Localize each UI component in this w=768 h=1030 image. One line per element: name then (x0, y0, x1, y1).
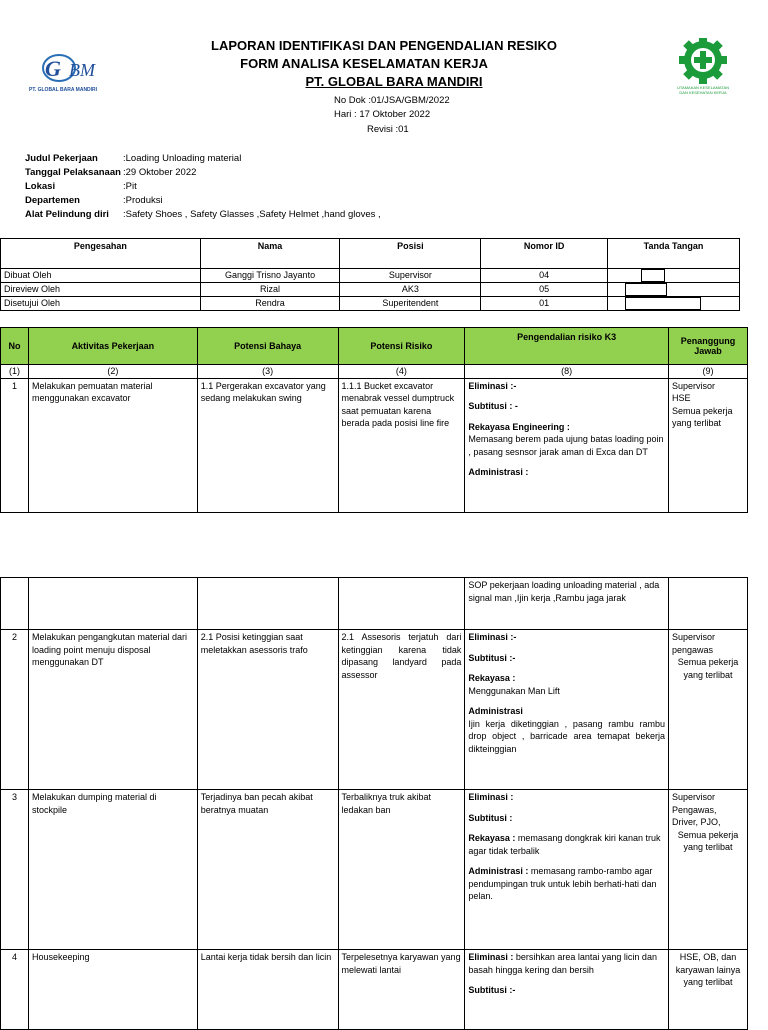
company-name: PT. GLOBAL BARA MANDIRI (305, 74, 483, 89)
approval-table (0, 238, 740, 311)
col-pengendalian: Pengendalian risiko K3 (465, 328, 669, 365)
col-nama: Nama (200, 239, 340, 269)
column-number-row: (1) (2) (3) (4) (8) (9) (1, 365, 748, 379)
info-ppe: Alat Pelindung diri :Safety Shoes , Safety Glasses ,Safety Helmet ,hand gloves , (25, 209, 381, 220)
jsa-table-continued (0, 577, 748, 1030)
gbm-logo (27, 46, 127, 98)
signature-cell (608, 283, 740, 297)
col-no: No (1, 328, 29, 365)
info-date: Tanggal Pelaksanaan :29 Oktober 2022 (25, 167, 197, 178)
col-aktivitas: Aktivitas Pekerjaan (28, 328, 197, 365)
doc-date: Hari : 17 Oktober 2022 (334, 109, 431, 120)
signature-cell (608, 269, 740, 283)
doc-number: No Dok :01/JSA/GBM/2022 (334, 95, 450, 106)
signature-image (625, 297, 701, 310)
table-row: SOP pekerjaan loading unloading material , ada signal man ,Ijin kerja ,Rambu jaga jarak (1, 578, 748, 630)
jsa-table (0, 327, 748, 513)
signature-image (641, 269, 665, 282)
table-row: 1 Melakukan pemuatan material menggunakan excavator 1.1 Pergerakan excavator yang sedang melakukan swing 1.1.1 Bucket excavator menabrak vessel dumptruck saat pemuatan karena berada pada posisi line fire Eliminasi :- Subtitusi : - Rekayasa Engineering : Memasang berem pada ujung batas loading poin , pasang sesnsor jarak aman di Exca dan DT Administrasi : Supervisor HSE Semua pekerja yang terlibat (1, 378, 748, 512)
info-department: Departemen :Produksi (25, 195, 163, 206)
info-job-title: Judul Pekerjaan :Loading Unloading material (25, 153, 242, 164)
table-row: 4 Housekeeping Lantai kerja tidak bersih dan licin Terpelesetnya karyawan yang melewati lantai Eliminasi : bersihkan area lantai yang licin dan basah hingga kering dan bersih Subtitusi :- HSE, OB, dan karyawan lainya yang terlibat (1, 950, 748, 1030)
col-penanggung-jawab: Penanggung Jawab (669, 328, 748, 365)
svg-text:DAN KESEHATAN KERJA: DAN KESEHATAN KERJA (679, 90, 727, 95)
svg-text:G: G (45, 56, 61, 81)
col-pengesahan: Pengesahan (1, 239, 201, 269)
svg-text:BM: BM (69, 60, 95, 80)
col-posisi: Posisi (340, 239, 481, 269)
report-title: LAPORAN IDENTIFIKASI DAN PENGENDALIAN RESIKO (211, 38, 557, 53)
col-tanda-tangan: Tanda Tangan (608, 239, 740, 269)
doc-revision: Revisi :01 (367, 124, 409, 135)
form-title: FORM ANALISA KESELAMATAN KERJA (240, 56, 488, 71)
table-row: Disetujui Oleh Rendra Superitendent 01 (1, 297, 740, 311)
table-row: 2 Melakukan pengangkutan material dari loading point menuju disposal menggunakan DT 2.1 Posisi ketinggian saat meletakkan asessoris trafo 2.1 Assesoris terjatuh dari ketinggian karena tidak dipasang landyard pada assessor Eliminasi :- Subtitusi :- Rekayasa : Menggunakan Man Lift Administrasi Ijin kerja diketinggian , pasang rambu rambu drop object , barricade area temapat bekerja dikteinggian Supervisor pengawas Semua pekerja yang terlibat (1, 630, 748, 790)
table-row: Direview Oleh Rizal AK3 05 (1, 283, 740, 297)
signature-cell (608, 297, 740, 311)
col-nomor-id: Nomor ID (481, 239, 608, 269)
svg-text:UTAMAKAN KESELAMATAN: UTAMAKAN KESELAMATAN (676, 85, 730, 90)
col-bahaya: Potensi Bahaya (197, 328, 338, 365)
gbm-caption: PT. GLOBAL BARA MANDIRI (29, 87, 98, 93)
signature-image (625, 283, 667, 296)
table-row: Dibuat Oleh Ganggi Trisno Jayanto Supervisor 04 (1, 269, 740, 283)
table-row: 3 Melakukan dumping material di stockpile Terjadinya ban pecah akibat beratnya muatan Terbaliknya truk akibat ledakan ban Eliminasi : Subtitusi : Rekayasa : memasang dongkrak kiri kanan truk agar tidak terbalik Administrasi : memasang rambo-rambo agar pendumpingan truk untuk lebih berhati-hati dan pelan. Supervisor Pengawas, Driver, PJO, Semua pekerja yang terlibat (1, 790, 748, 950)
col-risiko: Potensi Risiko (338, 328, 465, 365)
info-location: Lokasi :Pit (25, 181, 137, 192)
